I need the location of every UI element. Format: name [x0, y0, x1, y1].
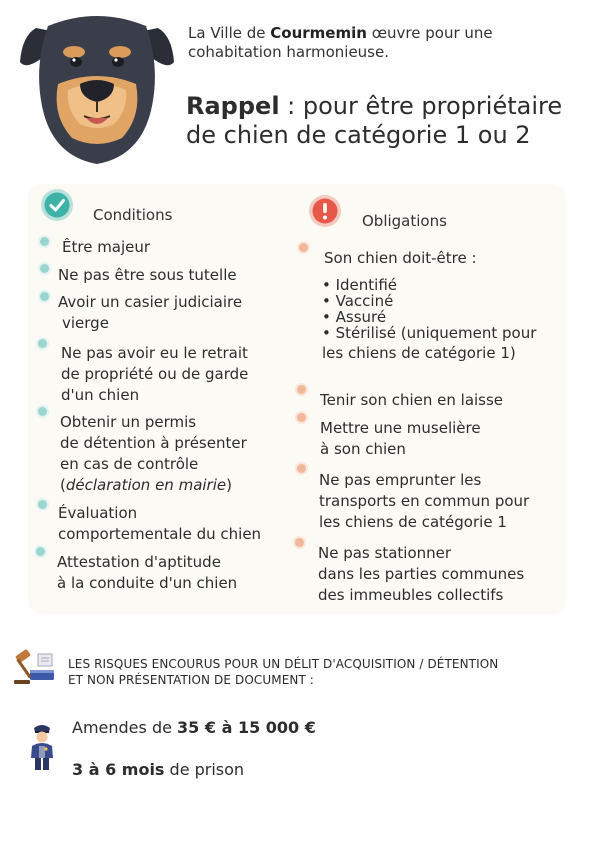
town-name: Courmemin [270, 24, 367, 42]
rappel-label: Rappel [186, 92, 280, 120]
gavel-law-icon [12, 648, 58, 686]
risks-heading: LES RISQUES ENCOURUS POUR UN DÉLIT D'ACQUISITION / DÉTENTION ET NON PRÉSENTATION DE DOCUMENT : [68, 657, 499, 687]
condition-item-7: Attestation d'aptitude à la conduite d'un chien [57, 553, 238, 592]
exclamation-badge-icon [308, 194, 342, 228]
obligation-item-2: Mettre une muselière à son chien [320, 419, 481, 458]
obligations-bullet-3 [297, 413, 306, 422]
condition-item-4: Ne pas avoir eu le retrait de propriété ou de garde d'un chien [61, 344, 249, 404]
obligation-lead: Son chien doit-être : [324, 249, 477, 267]
prison-duration-text: 3 à 6 mois de prison [72, 760, 245, 779]
obligations-bullet-4 [297, 464, 306, 473]
obligations-bullet-5 [295, 538, 304, 547]
condition-item-6: Évaluation comportementale du chien [58, 504, 262, 543]
prison-range: 3 à 6 mois [72, 760, 165, 779]
obligations-bullet-2 [297, 385, 306, 394]
condition-item-1: Être majeur [62, 238, 151, 256]
condition-item-3: Avoir un casier judiciaire vierge [58, 293, 243, 332]
rappel-line1: : pour être propriétaire [279, 92, 563, 120]
conditions-bullet-6 [38, 500, 47, 509]
rappel-heading [186, 92, 586, 150]
intro-prefix: La Ville de [188, 24, 271, 42]
obligation-item-1: Tenir son chien en laisse [320, 391, 504, 409]
obligation-item-4: Ne pas stationner dans les parties communes des immeubles collectifs [318, 544, 525, 604]
police-officer-icon [28, 720, 56, 772]
rappel-line2: de chien de catégorie 1 ou 2 [186, 121, 531, 149]
conditions-bullet-5 [38, 407, 47, 416]
intro-suffix: œuvre pour une [366, 24, 493, 42]
conditions-bullet-7 [36, 547, 45, 556]
fine-range: 35 € à 15 000 € [177, 718, 316, 737]
conditions-bullet-4 [38, 339, 47, 348]
conditions-title: Conditions [93, 206, 173, 224]
rottweiler-illustration [18, 6, 176, 166]
obligations-bullet-1 [299, 243, 308, 252]
conditions-bullet-2 [40, 264, 49, 273]
declaration-note: déclaration en mairie [65, 476, 227, 494]
conditions-bullet-3 [40, 292, 49, 301]
condition-item-5: Obtenir un permis de détention à présenter en cas de contrôle (déclaration en mairie) [60, 413, 247, 494]
intro-line2: cohabitation harmonieuse. [188, 43, 389, 61]
fine-amount-text: Amendes de 35 € à 15 000 € [72, 718, 316, 737]
condition-item-2: Ne pas être sous tutelle [58, 266, 237, 284]
obligation-item-3: Ne pas emprunter les transports en commun pour les chiens de catégorie 1 [319, 471, 530, 531]
obligations-title: Obligations [362, 212, 447, 230]
check-badge-icon [40, 188, 74, 222]
obligation-sublist: • Identifié • Vacciné • Assuré • Stérilisé (uniquement pour les chiens de catégorie 1) [322, 276, 537, 362]
conditions-bullet-1 [40, 237, 49, 246]
intro-text [188, 24, 568, 62]
